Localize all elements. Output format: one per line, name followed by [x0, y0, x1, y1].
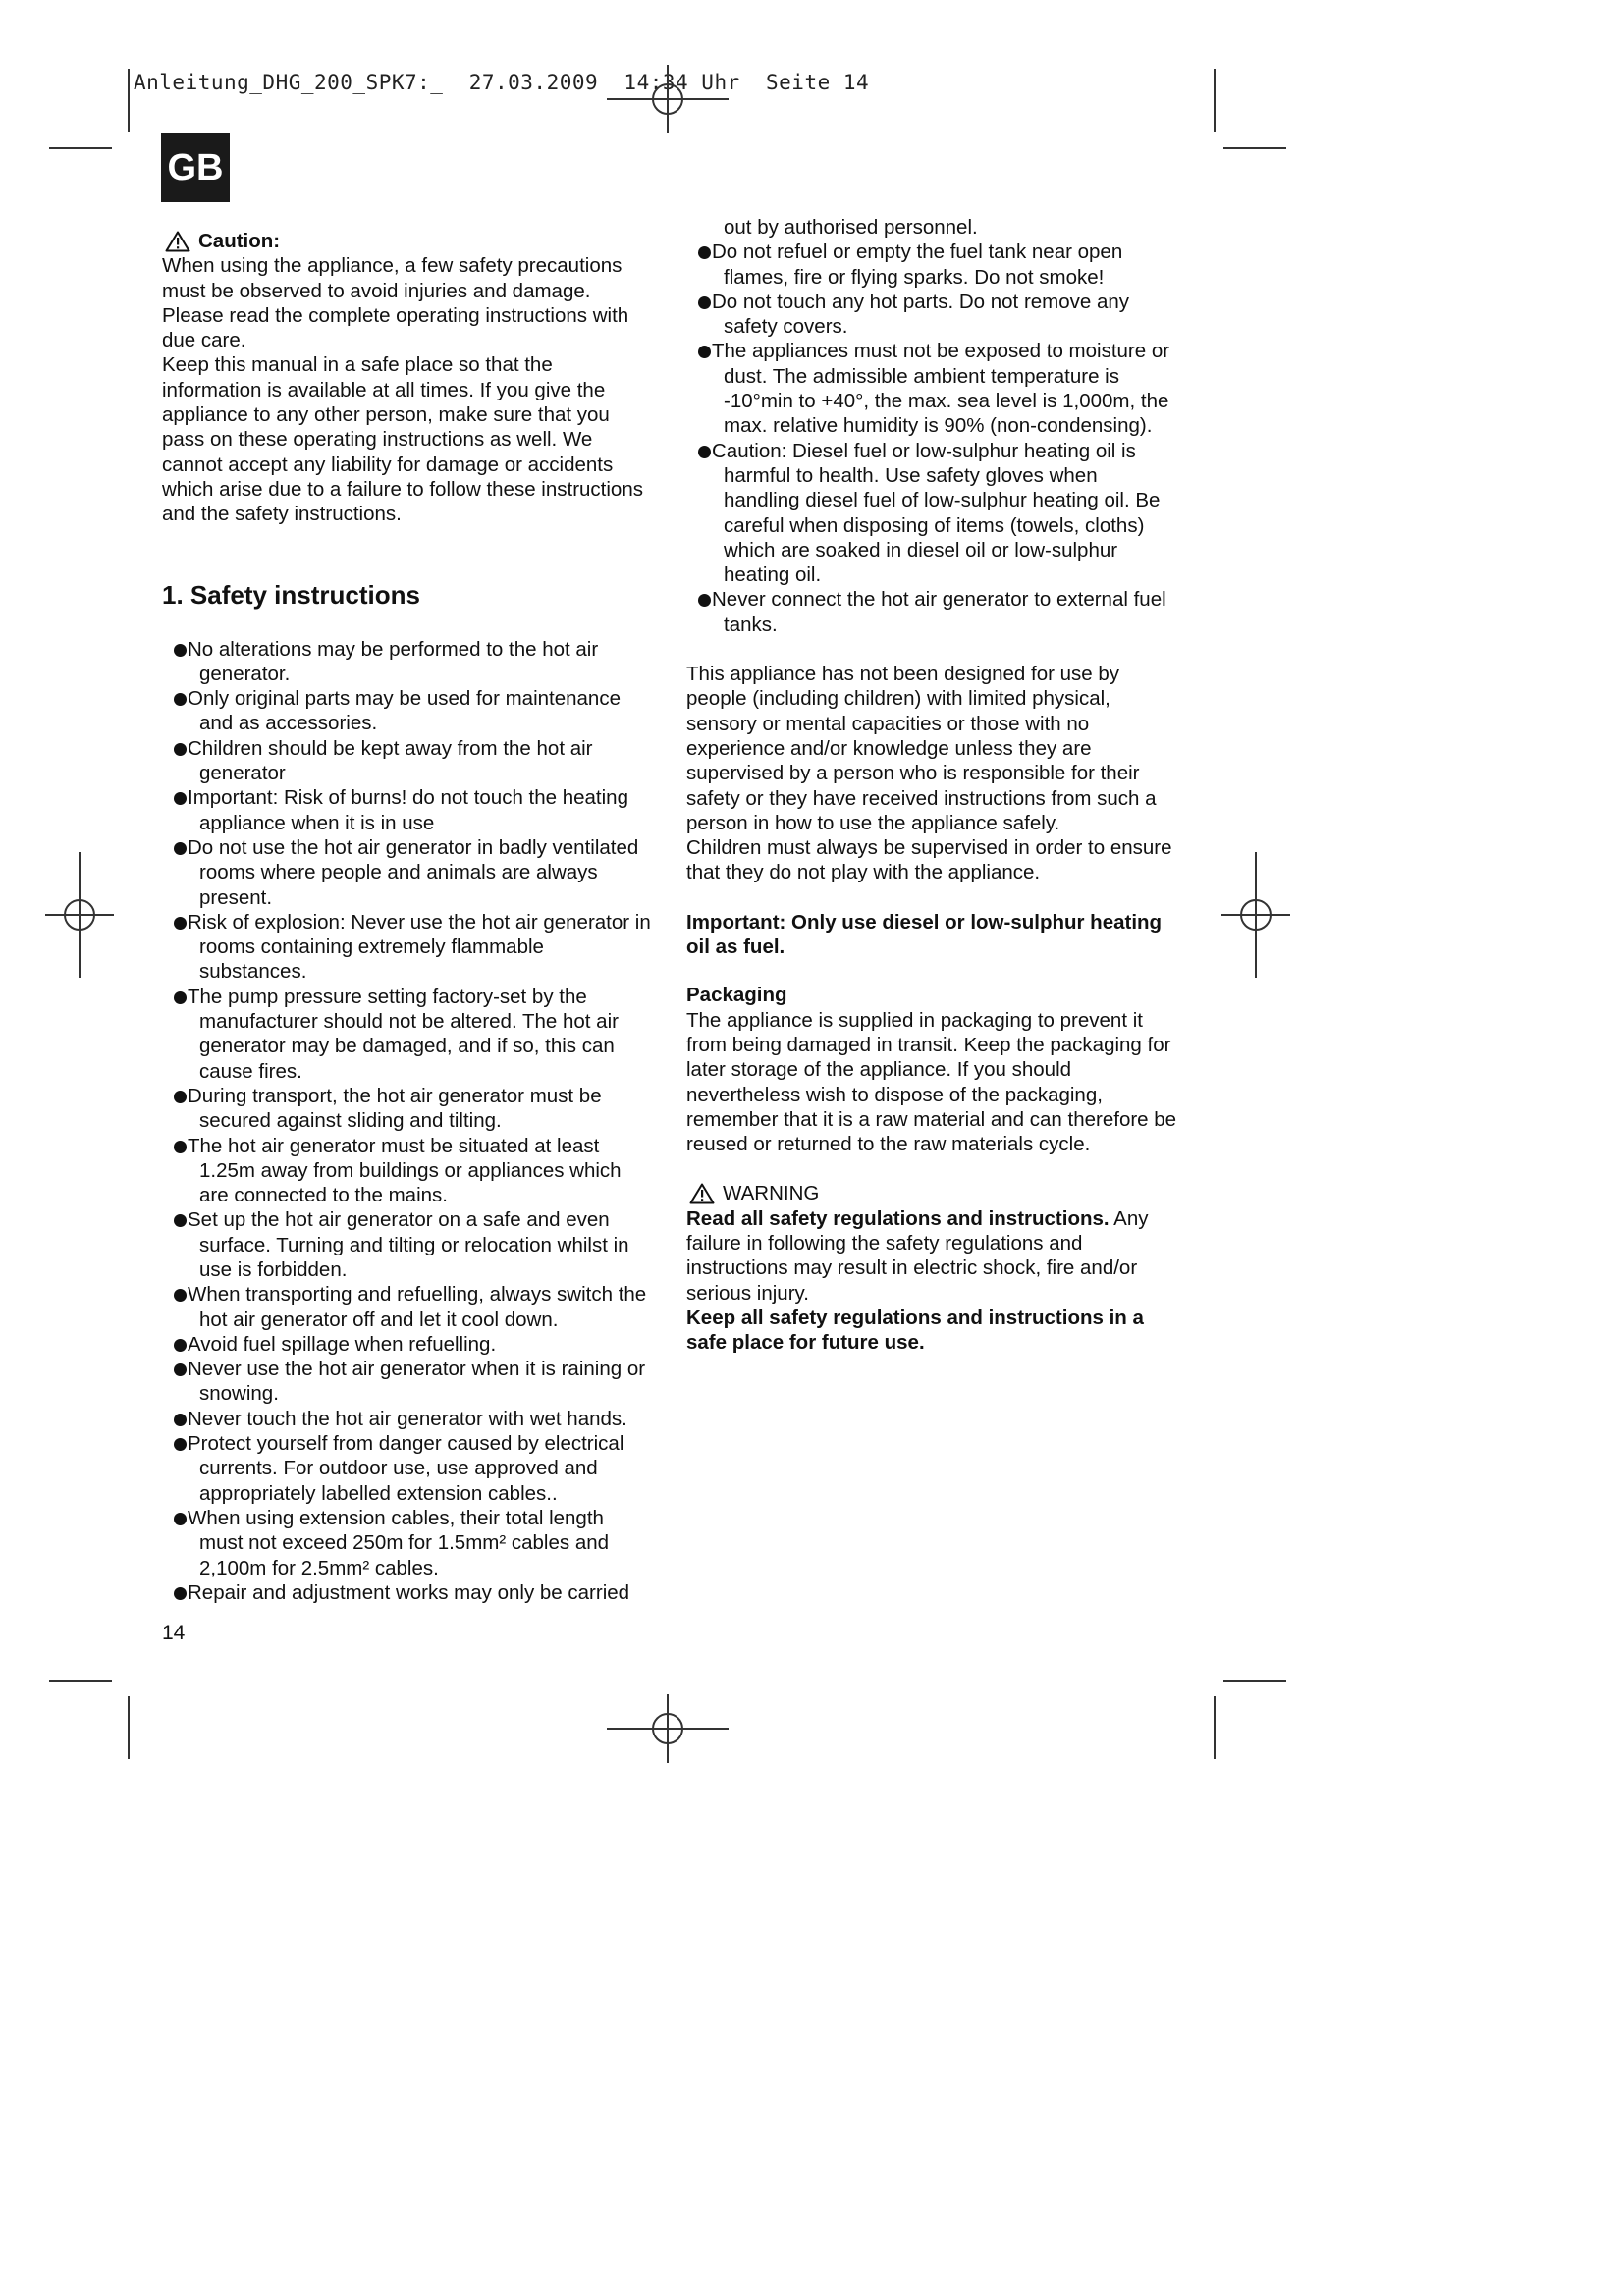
- list-continuation: out by authorised personnel.: [724, 216, 978, 239]
- children-note: This appliance has not been designed for use by people (including children) with limited physical, sensory or mental capacities or those with no experience and/or knowledge unless they are supervised by a person who is responsible for their safety or they have received instructions from such a person in how to use the appliance safely.: [686, 663, 1157, 834]
- list-item: Important: Risk of burns! do not touch the heating appliance when it is in use: [162, 785, 653, 835]
- list-item: Do not use the hot air generator in badly ventilated rooms where people and animals are always present.: [162, 835, 653, 910]
- list-item: Avoid fuel spillage when refuelling.: [162, 1332, 653, 1357]
- registration-mark-top-icon: [607, 65, 729, 133]
- bullet-icon: [698, 296, 711, 309]
- warning-keep: Keep all safety regulations and instructions in a safe place for future use.: [686, 1306, 1144, 1355]
- page-number: 14: [162, 1622, 186, 1644]
- bullet-icon: [174, 842, 187, 855]
- list-item: No alterations may be performed to the hot air generator.: [162, 637, 653, 687]
- left-column: [162, 229, 653, 1605]
- print-header: Anleitung_DHG_200_SPK7:_ 27.03.2009 14:34 Uhr Seite 14: [134, 71, 870, 94]
- bullet-icon: [174, 1091, 187, 1103]
- bullet-icon: [698, 446, 711, 458]
- caution-heading: [165, 229, 653, 253]
- important-fuel-note: Important: Only use diesel or low-sulphur heating oil as fuel.: [686, 910, 1163, 959]
- list-item: Repair and adjustment works may only be carried: [162, 1580, 653, 1605]
- warning-triangle-icon: [689, 1183, 715, 1204]
- bullet-icon: [174, 1363, 187, 1376]
- warning-heading: [689, 1181, 1177, 1205]
- warning-title: WARNING: [723, 1182, 820, 1205]
- bullet-icon: [174, 1289, 187, 1302]
- bullet-icon: [174, 991, 187, 1004]
- bullet-icon: [174, 792, 187, 805]
- crop-mark: [1223, 147, 1286, 149]
- crop-mark: [1223, 1680, 1286, 1682]
- bullet-icon: [698, 594, 711, 607]
- bullet-icon: [174, 1513, 187, 1525]
- list-item: Risk of explosion: Never use the hot air generator in rooms containing extremely flammable substances.: [162, 910, 653, 985]
- bullet-icon: [698, 246, 711, 259]
- list-item: The pump pressure setting factory-set by the manufacturer should not be altered. The hot air generator may be damaged, and if so, this can cause fires.: [162, 985, 653, 1084]
- caution-text: When using the appliance, a few safety precautions must be observed to avoid injuries and damage. Please read the complete operating instructions with due care.: [162, 254, 629, 352]
- crop-mark: [128, 69, 130, 132]
- keep-manual-text: Keep this manual in a safe place so that the information is available at all times. If you give the appliance to any other person, make sure that you pass on these operating instructions as well. We cannot accept any liability for damage or accidents which arise due to a failure to follow these instructions and the safety instructions.: [162, 353, 643, 526]
- list-item: When using extension cables, their total length must not exceed 250m for 1.5mm² cables and 2,100m for 2.5mm² cables.: [162, 1506, 653, 1580]
- packaging-title: Packaging: [686, 984, 787, 1007]
- list-item: Never connect the hot air generator to external fuel tanks.: [686, 587, 1177, 637]
- list-item: Do not touch any hot parts. Do not remove any safety covers.: [686, 290, 1177, 340]
- bullet-icon: [698, 346, 711, 358]
- bullet-icon: [174, 1214, 187, 1227]
- warning-rest: Any failure in following the safety regulations and instructions may result in electric shock, fire and/or serious injury.: [686, 1206, 1149, 1305]
- right-column: [686, 215, 1177, 1355]
- safety-list-left: [162, 637, 653, 1606]
- bullet-icon: [174, 1438, 187, 1451]
- children-supervise-note: Children must always be supervised in order to ensure that they do not play with the appliance.: [686, 836, 1172, 884]
- list-item: Never use the hot air generator when it is raining or snowing.: [162, 1357, 653, 1407]
- list-item: Only original parts may be used for maintenance and as accessories.: [162, 686, 653, 736]
- warning-text: [686, 1206, 1177, 1306]
- list-item: Do not refuel or empty the fuel tank near open flames, fire or flying sparks. Do not smoke!: [686, 240, 1177, 290]
- registration-mark-right-icon: [1221, 852, 1290, 978]
- list-item: Never touch the hot air generator with wet hands.: [162, 1407, 653, 1431]
- crop-mark: [128, 1696, 130, 1759]
- bullet-icon: [174, 693, 187, 706]
- warning-lead: Read all safety regulations and instructions.: [686, 1206, 1110, 1230]
- bullet-icon: [174, 1339, 187, 1352]
- list-item: The hot air generator must be situated at least 1.25m away from buildings or appliances which are connected to the mains.: [162, 1134, 653, 1208]
- list-item: Children should be kept away from the hot air generator: [162, 736, 653, 786]
- list-item: Set up the hot air generator on a safe and even surface. Turning and tilting or relocation whilst in use is forbidden.: [162, 1207, 653, 1282]
- section-title: 1. Safety instructions: [162, 579, 420, 610]
- safety-list-right: [686, 240, 1177, 637]
- packaging-text: The appliance is supplied in packaging to prevent it from being damaged in transit. Keep the packaging for later storage of the appliance. If you should nevertheless wish to dispose of the packaging, remember that it is a raw material and can therefore be reused or returned to the raw materials cycle.: [686, 1008, 1177, 1156]
- list-item: When transporting and refuelling, always switch the hot air generator off and let it cool down.: [162, 1282, 653, 1332]
- caution-title: Caution:: [198, 230, 281, 252]
- registration-mark-left-icon: [45, 852, 114, 978]
- crop-mark: [49, 147, 112, 149]
- bullet-icon: [174, 1414, 187, 1426]
- list-item: During transport, the hot air generator must be secured against sliding and tilting.: [162, 1084, 653, 1134]
- language-badge: GB: [161, 133, 230, 202]
- crop-mark: [49, 1680, 112, 1682]
- list-item: Protect yourself from danger caused by electrical currents. For outdoor use, use approved and appropriately labelled extension cables..: [162, 1431, 653, 1506]
- list-item: The appliances must not be exposed to moisture or dust. The admissible ambient temperature is -10°min to +40°, the max. sea level is 1,000m, the max. relative humidity is 90% (non-condensing).: [686, 339, 1177, 438]
- crop-mark: [1214, 1696, 1216, 1759]
- warning-triangle-icon: [165, 231, 190, 252]
- bullet-icon: [174, 1141, 187, 1153]
- bullet-icon: [174, 644, 187, 657]
- bullet-icon: [174, 917, 187, 930]
- registration-mark-bottom-icon: [607, 1694, 729, 1763]
- bullet-icon: [174, 1587, 187, 1600]
- list-item: Caution: Diesel fuel or low-sulphur heating oil is harmful to health. Use safety gloves when handling diesel fuel of low-sulphur heating oil. Be careful when disposing of items (towels, cloths) which are soaked in diesel oil or low-sulphur heating oil.: [686, 439, 1177, 588]
- bullet-icon: [174, 743, 187, 756]
- crop-mark: [1214, 69, 1216, 132]
